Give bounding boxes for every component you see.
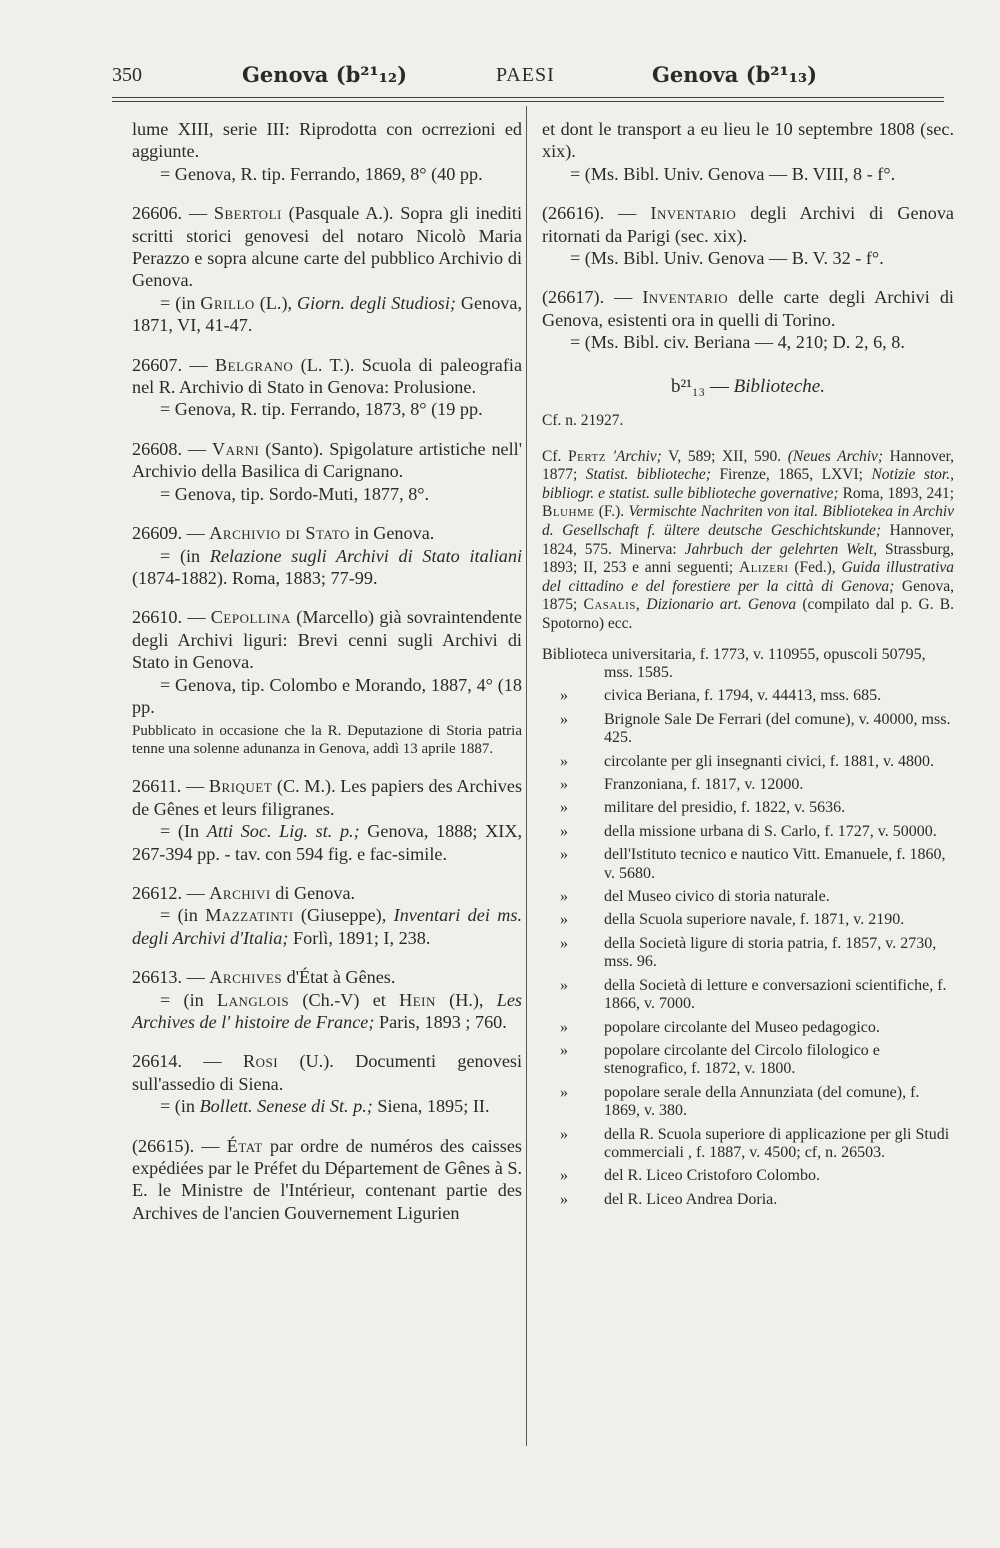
library-item: [542, 1019, 954, 1037]
library-text: circolante per gli insegnanti civici, f. 1881, v. 4800.: [604, 752, 934, 770]
entry-ref: = Genova, tip. Colombo e Morando, 1887, 4° (18 pp.: [132, 674, 522, 717]
entry-26614: [132, 1050, 522, 1117]
entry-26609: [132, 522, 522, 589]
section-title: Biblioteche.: [733, 375, 825, 397]
note-text: Firenze, 1865, LXVI;: [719, 466, 863, 484]
note-text: Strassburg, 1893; II, 253 e anni seguenti;: [542, 540, 955, 577]
ditto-mark: »: [560, 822, 568, 840]
entry-text: (U.). Documenti genovesi sull'assedio di Siena.: [132, 1051, 523, 1094]
library-text: Brignole Sale De Ferrari (del comune), v. 40000, mss. 425.: [604, 710, 951, 747]
note-title: Jahrbuch der gelehrten Welt,: [684, 540, 878, 558]
ditto-mark: »: [560, 1083, 568, 1101]
entry-text: (Pasquale A.). Sopra gli inediti scritti storici genovesi del notaro Nicolò Maria Perazzo e sopra alcune carte del pubblico Archivio di Genova.: [132, 203, 523, 291]
note-title: Vermischte Nachriten von ital. Bibliotekea in Archiv d. Gesellschaft f. ültere deutsche Geschichtskunde;: [542, 503, 955, 540]
entry-ref: Genova, 1871, VI, 41-47.: [132, 292, 523, 336]
entry-text: (Santo). Spigolature artistiche nell' Archivio della Basilica di Carignano.: [132, 438, 523, 482]
entry-ref-journal: Bollett. Senese di St. p.;: [199, 1096, 373, 1117]
entry-text: lume XIII, serie III: Riprodotta con ocrrezioni ed aggiunte.: [132, 119, 522, 162]
note-title: Dizionario art. Genova: [646, 596, 797, 614]
library-text: della Scuola superiore navale, f. 1871, v. 2190.: [604, 911, 905, 929]
entry-author: Belgrano: [215, 354, 294, 375]
entry-ref: (Ch.-V) et: [302, 989, 386, 1010]
entry-author: Rosi: [242, 1051, 279, 1072]
entry-number: 26614. —: [132, 1051, 222, 1072]
running-header: [112, 58, 944, 94]
entry-ref-author: Hein: [399, 989, 436, 1010]
entry-title: État: [226, 1135, 263, 1156]
library-item: [542, 687, 954, 705]
entry-text: degli Archivi di Genova ritornati da Parigi (sec. xix).: [542, 203, 954, 246]
entry-number: 26612. —: [132, 882, 205, 903]
entry-text: par ordre de numéros des caisses expédiées par le Préfet du Département de Gênes à S. E. le Ministre de l'Intérieur, contenant partie des Archives de l'ancien Gouvernement Ligurien: [132, 1135, 522, 1223]
ditto-mark: »: [560, 687, 568, 705]
entry-author: Sbertoli: [213, 203, 282, 224]
header-rule-top: [112, 97, 944, 98]
entry-text: d'État à Gênes.: [286, 967, 396, 988]
entry-continuation-right: [542, 118, 954, 185]
entry-26608: [132, 438, 522, 505]
entry-title: Archives: [209, 967, 283, 988]
entry-ref: (1874-1882). Roma, 1883; 77-99.: [132, 567, 378, 588]
entry-ref: = (in: [160, 989, 204, 1010]
section-heading: [542, 376, 954, 398]
ditto-mark: »: [560, 710, 568, 728]
library-item: [542, 799, 954, 817]
entry-author: Varni: [211, 438, 260, 459]
library-item: [542, 776, 954, 794]
entry-text: di Genova.: [275, 882, 356, 903]
entry-ref: = Genova, tip. Sordo-Muti, 1877, 8°.: [160, 483, 430, 504]
library-text: della Società ligure di storia patria, f. 1857, v. 2730, mss. 96.: [604, 934, 937, 971]
library-item: [542, 1191, 954, 1209]
header-left-title: Genova (b²¹₁₂): [242, 62, 408, 87]
entry-author: Briquet: [208, 776, 273, 797]
entry-text: (L. T.). Scuola di paleografia nel R. Archivio di Stato in Genova: Prolusione.: [132, 354, 523, 398]
note-text: V, 589; XII, 590.: [668, 447, 782, 465]
left-column: [132, 118, 522, 1241]
library-text: militare del presidio, f. 1822, v. 5636.: [604, 799, 846, 817]
note-text: Cf.: [542, 447, 562, 465]
note-text: Genova, 1875;: [542, 577, 954, 614]
entry-number: 26611. —: [132, 776, 205, 797]
entry-ref-author: Mazzatinti: [205, 905, 294, 926]
entry-ref: (L.),: [259, 292, 293, 313]
entry-text: in Genova.: [354, 523, 435, 544]
entry-26612: [132, 882, 522, 949]
note-text: (F.).: [598, 503, 625, 521]
entry-text: (C. M.). Les papiers des Archives de Gênes et leurs filigranes.: [132, 776, 523, 819]
library-text: della Società di letture e conversazioni scientifiche, f. 1866, v. 7000.: [604, 976, 947, 1013]
ditto-mark: »: [560, 888, 568, 906]
ditto-mark: »: [560, 799, 568, 817]
library-item: [542, 1084, 954, 1121]
note-title: 'Archiv;: [612, 447, 662, 465]
library-text: civica Beriana, f. 1794, v. 44413, mss. 685.: [604, 687, 882, 705]
entry-ref: = (Ms. Bibl. Univ. Genova — B. VIII, 8 - f°.: [570, 163, 896, 184]
note-title: Notizie stor., bibliogr. e statist. sulle biblioteche governative;: [542, 466, 954, 502]
note-title: Guida illustrativa del cittadino e del forestiere per la città di Genova;: [542, 559, 955, 595]
library-text: popolare serale della Annunziata (del comune), f. 1869, v. 380.: [604, 1083, 920, 1120]
note-text: (Fed.),: [794, 559, 836, 577]
entry-ref: Forlì, 1891; I, 238.: [292, 927, 431, 948]
ditto-mark: »: [560, 976, 568, 994]
library-text: popolare circolante del Circolo filologico e stenografico, f. 1872, v. 1800.: [604, 1041, 880, 1078]
entry-ref: Paris, 1893 ; 760.: [379, 1012, 507, 1032]
entry-ref: = Genova, R. tip. Ferrando, 1873, 8° (19 pp.: [160, 399, 483, 420]
entry-number: 26613. —: [132, 967, 205, 988]
header-center-title: PAESI: [496, 64, 555, 86]
entry-author: Cepollina: [210, 607, 291, 628]
library-item: [542, 888, 954, 906]
cross-reference: Cf. n. 21927.: [542, 411, 624, 429]
header-right-title: Genova (b²¹₁₃): [652, 62, 818, 87]
note-author: Alizeri: [739, 559, 789, 577]
ditto-mark: »: [560, 1167, 568, 1185]
entry-ref-title: Inventari dei ms. degli Archivi d'Italia;: [132, 905, 523, 948]
entry-ref: = Genova, R. tip. Ferrando, 1869, 8° (40 pp.: [160, 163, 483, 184]
entry-number: 26609. —: [132, 523, 205, 544]
library-list: [542, 646, 954, 1210]
entry-26611: [132, 775, 522, 865]
entry-number: (26617). —: [542, 287, 633, 308]
column-divider: [526, 106, 527, 1446]
entry-number: 26607. —: [132, 354, 208, 375]
entry-number: 26608. —: [132, 438, 207, 459]
ditto-mark: »: [560, 911, 568, 929]
note-author: Casalis,: [583, 596, 641, 614]
library-text: della missione urbana di S. Carlo, f. 1727, v. 50000.: [604, 822, 937, 840]
entry-ref-author: Langlois: [216, 989, 290, 1010]
library-text: dell'Istituto tecnico e nautico Vitt. Emanuele, f. 1860, v. 5680.: [604, 846, 946, 882]
header-rule-bottom: [112, 101, 944, 102]
entry-title: Inventario: [650, 203, 737, 224]
entry-ref: Siena, 1895; II.: [377, 1096, 490, 1117]
entry-ref-title: Les Archives de l' histoire de France;: [132, 989, 522, 1032]
library-item: [542, 935, 954, 972]
library-item: [542, 911, 954, 929]
entry-number: (26616). —: [542, 203, 637, 224]
ditto-mark: »: [560, 846, 568, 864]
entry-ref-journal: Giorn. degli Studiosi;: [297, 292, 456, 313]
entry-ref: = (Ms. Bibl. civ. Beriana — 4, 210; D. 2, 6, 8.: [570, 332, 905, 353]
ditto-mark: »: [560, 776, 568, 794]
library-rows: [542, 687, 954, 1209]
right-column: [542, 118, 954, 1214]
entry-26610: [132, 606, 522, 758]
library-text: del Museo civico di storia naturale.: [604, 888, 830, 906]
note-text: Hannover, 1877;: [542, 447, 955, 484]
entry-26616: [542, 202, 954, 269]
library-item: [542, 711, 954, 748]
entry-ref: = (in: [160, 1096, 196, 1117]
library-item: Biblioteca universitaria, f. 1773, v. 110955, opuscoli 50795, mss. 1585.: [542, 645, 926, 681]
entry-ref: Genova, 1888; XIX, 267-394 pp. - tav. con 594 fig. e fac-simile.: [132, 821, 523, 864]
entry-ref: (Giuseppe),: [300, 905, 387, 926]
library-item: [542, 977, 954, 1014]
entry-ref: = (In: [160, 821, 200, 842]
entry-ref-author: Grillo: [200, 292, 255, 313]
section-code: b²¹₁₃ —: [671, 375, 729, 397]
entry-ref-title: Relazione sugli Archivi di Stato italiani: [209, 545, 523, 566]
entry-title: Inventario: [642, 287, 729, 308]
entry-ref: = (in: [160, 292, 196, 313]
ditto-mark: »: [560, 1190, 568, 1208]
library-item: [542, 1042, 954, 1079]
entry-ref: = (in: [160, 545, 201, 566]
entry-26615: [132, 1135, 522, 1225]
entry-text: delle carte degli Archivi di Genova, esistenti ora in quelli di Torino.: [542, 287, 954, 330]
bibliography-note: [542, 448, 954, 634]
entry-title: Archivi: [209, 882, 271, 903]
library-item: [542, 823, 954, 841]
note-text: (compilato dal p. G. B. Spotorno) ecc.: [542, 596, 955, 632]
entry-number: (26615). —: [132, 1135, 220, 1156]
library-text: popolare circolante del Museo pedagogico.: [604, 1018, 880, 1036]
entry-number: 26610. —: [132, 607, 206, 628]
note-text: Hannover, 1824, 575. Minerva:: [542, 522, 955, 558]
library-item: [542, 846, 954, 883]
ditto-mark: »: [560, 934, 568, 952]
ditto-mark: »: [560, 1018, 568, 1036]
ditto-mark: »: [560, 1125, 568, 1143]
entry-26606: [132, 202, 522, 336]
page-number: 350: [112, 64, 142, 86]
note-author: Bluhme: [542, 503, 595, 521]
entry-26613: [132, 966, 522, 1033]
note-text: Roma, 1893, 241;: [842, 484, 954, 502]
library-text: Franzoniana, f. 1817, v. 12000.: [604, 776, 804, 794]
ditto-mark: »: [560, 1041, 568, 1059]
library-text: del R. Liceo Andrea Doria.: [604, 1190, 778, 1208]
entry-note: Pubblicato in occasione che la R. Deputazione di Storia patria tenne una solenne adunanza in Genova, addì 13 aprile 1887.: [132, 723, 522, 757]
note-author: Pertz: [568, 447, 606, 465]
entry-text: (Marcello) già sovraintendente degli Archivi liguri: Brevi cenni sugli Archivi di Stato in Genova.: [132, 607, 522, 673]
entry-ref: = (in: [160, 905, 198, 926]
library-item: [542, 1126, 954, 1163]
library-text: della R. Scuola superiore di applicazione per gli Studi commerciali , f. 1887, v. 4500; cf, n. 26503.: [604, 1125, 950, 1161]
entry-number: 26606. —: [132, 203, 208, 224]
entry-26617: [542, 286, 954, 353]
entry-ref-journal: Atti Soc. Lig. st. p.;: [206, 821, 360, 842]
entry-text: et dont le transport a eu lieu le 10 septembre 1808 (sec. xix).: [542, 119, 954, 162]
ditto-mark: »: [560, 752, 568, 770]
entry-ref: (H.),: [449, 989, 484, 1010]
entry-26607: [132, 354, 522, 421]
entry-continuation: [132, 118, 522, 185]
library-item: [542, 1167, 954, 1185]
entry-title: Archivio di Stato: [209, 523, 350, 544]
library-item: [542, 753, 954, 771]
library-text: del R. Liceo Cristoforo Colombo.: [604, 1167, 820, 1185]
entry-ref: = (Ms. Bibl. Univ. Genova — B. V. 32 - f°.: [570, 248, 884, 269]
note-title: Statist. biblioteche;: [585, 466, 711, 484]
note-title: (Neues Archiv;: [787, 447, 884, 465]
